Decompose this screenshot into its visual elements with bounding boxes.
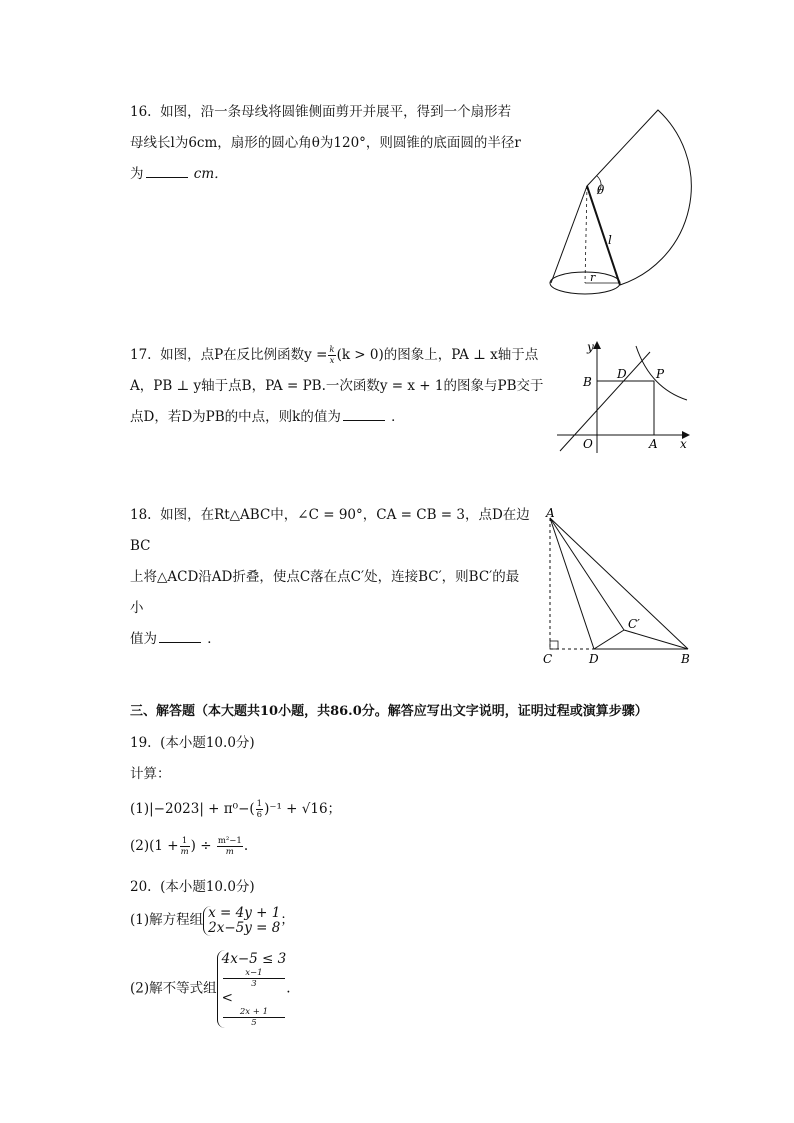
q18-end: ． — [207, 631, 221, 647]
q20-ineq2-frac-left — [223, 968, 286, 989]
q16-line1 — [130, 97, 550, 128]
q20-less-than: < — [221, 990, 233, 1006]
q20-inequality-system — [217, 950, 287, 1028]
q20-frac-left-num: x−1 — [223, 968, 286, 979]
q18-text3: 值为 — [130, 631, 157, 647]
q16-number: 16. — [130, 104, 152, 120]
q19-score: (本小题10.0分) — [160, 735, 255, 751]
q19-part2 — [130, 831, 550, 862]
question-16 — [130, 97, 550, 190]
q20-eq2: 2x−5y = 8 — [208, 919, 281, 936]
label-O: O — [583, 437, 593, 451]
q17-graph-figure — [552, 338, 697, 456]
label-B: B — [583, 375, 592, 389]
q17-text3: 点D，若D为PB的中点，则k的值为 — [130, 409, 341, 425]
label-C-prime: C′ — [628, 617, 640, 631]
q19-p2-divide: ) ÷ — [190, 838, 212, 854]
q20-frac-right-num: 2x + 1 — [223, 1007, 286, 1018]
q17-number: 17. — [130, 347, 152, 363]
q17-line1 — [130, 340, 560, 371]
cone-side-left — [551, 186, 587, 283]
q19-p1-rest: )⁻¹ + √16； — [264, 801, 342, 817]
q20-ineq2-frac-right — [223, 1007, 286, 1028]
q20-eq1: x = 4y + 1 — [208, 904, 281, 921]
label-theta: θ — [597, 183, 605, 197]
label-A: A — [546, 506, 555, 520]
q20-number: 20. — [130, 879, 152, 895]
question-20 — [130, 872, 550, 1028]
q20-score: (本小题10.0分) — [160, 879, 255, 895]
label-B: B — [681, 652, 690, 666]
label-A: A — [649, 437, 658, 451]
label-D: D — [617, 367, 627, 381]
q20-p2-end: . — [286, 980, 291, 997]
label-P: P — [656, 367, 665, 381]
q20-frac-right-den: 5 — [251, 1018, 257, 1028]
q19-p1-fraction — [256, 799, 263, 820]
q20-part1 — [130, 905, 550, 936]
q18-triangle-figure — [538, 506, 698, 668]
segment-DC-prime — [594, 630, 624, 649]
q18-line2: 上将△ACD沿AD折叠，使点C落在点C′处，连接BC′，则BC′的最小 — [130, 569, 520, 616]
square-OAPB — [597, 381, 654, 435]
q16-text3: 为 — [130, 166, 144, 182]
right-angle-mark — [550, 641, 558, 649]
q17-fraction — [328, 345, 335, 366]
q18-text1: 如图，在Rt△ABC中，∠C = 90°，CA = CB = 3，点D在边BC — [130, 507, 530, 554]
q16-cone-figure — [540, 98, 700, 303]
q19-p2-frac1-den: m — [180, 847, 189, 857]
q19-intro: 计算： — [130, 766, 171, 782]
q19-p2-fraction2 — [217, 836, 243, 857]
q16-line3 — [130, 159, 550, 190]
q16-line2: 母线长l为6cm，扇形的圆心角θ为120°，则圆锥的底面圆的半径r — [130, 135, 521, 151]
q20-ineq2 — [222, 968, 287, 1028]
question-19 — [130, 728, 550, 862]
q19-p1-frac-num: 1 — [256, 799, 263, 809]
q19-p2-frac1-num: 1 — [180, 836, 190, 847]
label-r: r — [590, 271, 596, 284]
question-18 — [130, 500, 530, 655]
question-17 — [130, 340, 560, 433]
q17-line2: A，PB ⊥ y轴于点B，PA = PB.一次函数y = x + 1的图象与PB交于 — [130, 378, 544, 394]
sector-arc — [587, 110, 691, 285]
q16-unit: cm． — [193, 166, 228, 182]
q19-p2-frac2-num: m²−1 — [217, 836, 242, 846]
segment-AC-prime — [550, 518, 624, 630]
q20-p1-end: ； — [280, 912, 294, 928]
q17-answer-blank[interactable] — [343, 406, 385, 421]
q20-equation-system — [203, 906, 280, 936]
q17-end: ． — [391, 409, 405, 425]
q17-frac-den: x — [329, 356, 335, 366]
q16-answer-blank[interactable] — [146, 163, 188, 178]
label-y: y — [587, 340, 594, 354]
q17-text1b: (k > 0)的图象上，PA ⊥ x轴于点 — [336, 347, 539, 363]
q19-p1-frac-den: 6 — [256, 810, 263, 820]
q19-p2-fraction1 — [180, 836, 190, 857]
q19-p2-text: (2)(1 + — [130, 838, 179, 854]
segment-AB — [550, 518, 688, 649]
q19-p2-frac2-den: m — [225, 847, 234, 857]
q20-p2-label: (2)解不等式组 — [130, 980, 217, 997]
q17-frac-num: k — [329, 345, 335, 355]
q19-header — [130, 728, 550, 759]
q17-line3 — [130, 402, 560, 433]
q20-part2 — [130, 950, 550, 1028]
q20-header — [130, 872, 550, 903]
q19-number: 19. — [130, 735, 152, 751]
label-l: l — [608, 233, 612, 247]
cone-height — [585, 186, 587, 283]
q19-part1 — [130, 794, 550, 825]
label-x: x — [680, 437, 687, 451]
q20-frac-left-den: 3 — [251, 979, 257, 989]
q17-text1a: 如图，点P在反比例函数y = — [160, 347, 328, 363]
q16-text1: 如图，沿一条母线将圆锥侧面剪开并展平，得到一个扇形若 — [160, 104, 512, 120]
q20-ineq1: 4x−5 ≤ 3 — [221, 951, 287, 967]
section-3-heading: 三、解答题（本大题共10小题，共86.0分。解答应写出文字说明，证明过程或演算步骤） — [130, 704, 648, 719]
segment-AD — [550, 518, 594, 649]
q18-answer-blank[interactable] — [159, 628, 201, 643]
q20-p1-label: (1)解方程组 — [130, 912, 204, 928]
q19-p2-end: . — [243, 838, 249, 854]
q18-number: 18. — [130, 507, 152, 523]
q18-line3 — [130, 624, 530, 655]
q19-p1-text: (1)|−2023| + π⁰−( — [130, 801, 255, 817]
line-y-eq-x-plus-1 — [560, 352, 650, 451]
q18-line1 — [130, 500, 530, 562]
y-axis-arrow — [593, 341, 601, 349]
label-C: C — [543, 652, 553, 666]
label-D: D — [589, 652, 599, 666]
